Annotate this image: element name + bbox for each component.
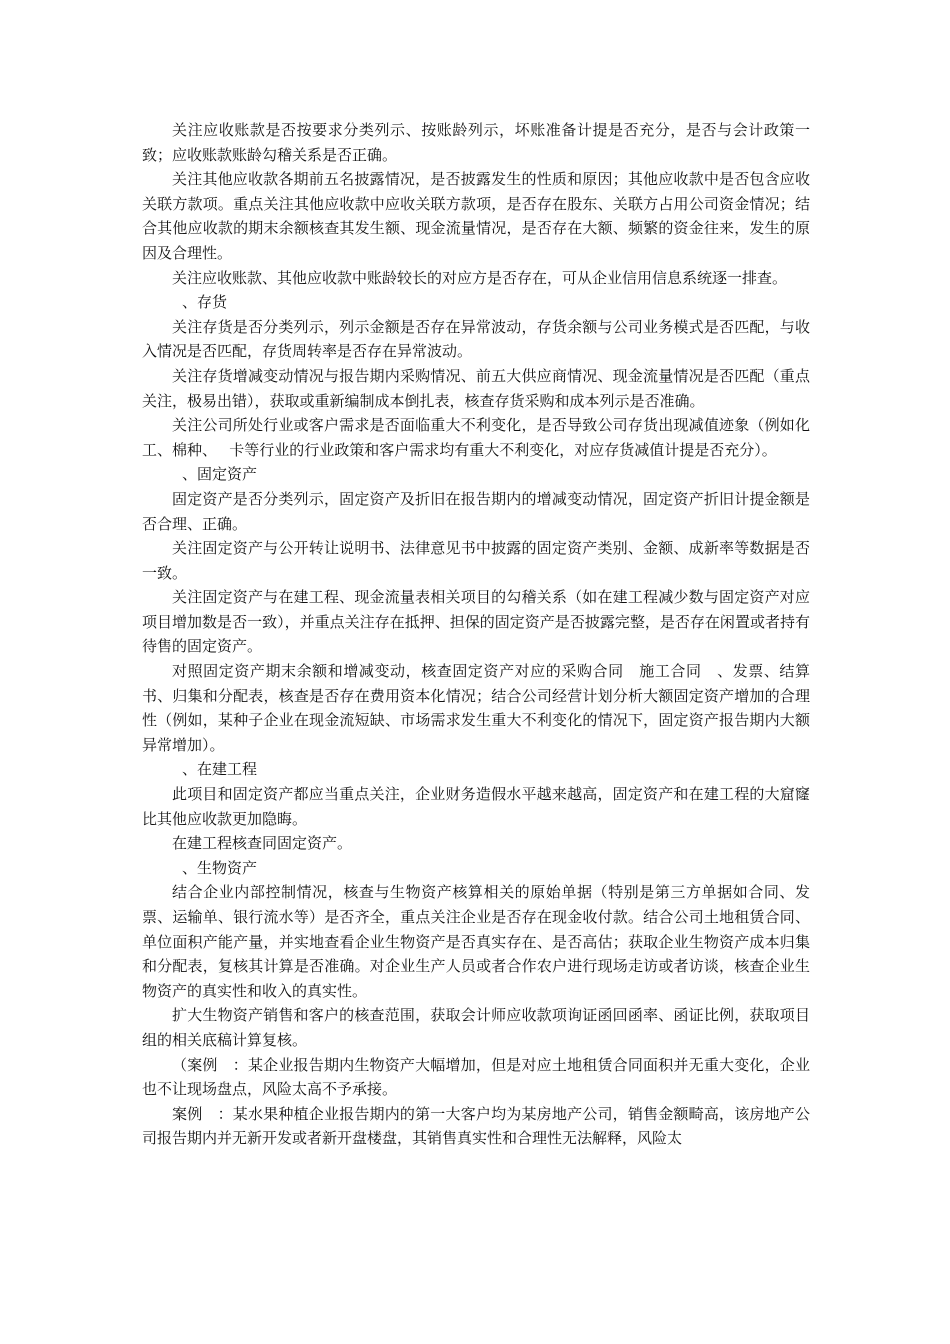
paragraph-inventory-changes: 关注存货增减变动情况与报告期内采购情况、前五大供应商情况、现金流量情况是否匹配（重点关注，极易出错），获取或重新编制成本倒扎表，核查存货采购和成本列示是否准确。 xyxy=(142,366,810,410)
section-heading-inventory: 、存货 xyxy=(182,293,228,312)
section-heading-fixed-assets: 、固定资产 xyxy=(182,465,258,484)
paragraph-fixed-assets-contracts: 对照固定资产期末余额和增减变动，核查固定资产对应的采购合同 施工合同 、发票、结算书、归集和分配表，核查是否存在费用资本化情况；结合公司经营计划分析大额固定资产增加的合理性（例如，某种子企业在现金流短缺、市场需求发生重大不利变化的情况下，固定资产报告期内大额异常增加）。 xyxy=(142,662,810,754)
document-page xyxy=(142,118,810,1151)
paragraph-inventory-impairment: 关注公司所处行业或客户需求是否面临重大不利变化，是否导致公司存货出现减值迹象（例如化工、棉种、 卡等行业的行业政策和客户需求均有重大不利变化，对应存货减值计提是否充分）。 xyxy=(142,416,810,459)
paragraph-construction-focus: 此项目和固定资产都应当重点关注，企业财务造假水平越来越高，固定资产和在建工程的大窟窿比其他应收款更加隐晦。 xyxy=(142,785,810,828)
section-heading-biological-assets: 、生物资产 xyxy=(182,858,258,877)
paragraph-fixed-assets-reconciliation: 关注固定资产与在建工程、现金流量表相关项目的勾稽关系（如在建工程减少数与固定资产对应项目增加数是否一致），并重点关注存在抵押、担保的固定资产是否披露完整，是否存在闲置或者持有待售的固定资产。 xyxy=(142,588,810,656)
paragraph-fixed-assets-classification: 固定资产是否分类列示，固定资产及折旧在报告期内的增减变动情况，固定资产折旧计提金额是否合理、正确。 xyxy=(142,489,810,533)
paragraph-case-one: （案例 ：某企业报告期内生物资产大幅增加，但是对应土地租赁合同面积并无重大变化，企业也不让现场盘点，风险太高不予承接。 xyxy=(142,1055,810,1099)
paragraph-biological-assets-controls: 结合企业内部控制情况，核查与生物资产核算相关的原始单据（特别是第三方单据如合同、发票、运输单、银行流水等）是否齐全，重点关注企业是否存在现金收付款。结合公司土地租赁合同、单位面积产能产量，并实地查看企业生物资产是否真实存在、是否高估；获取企业生物资产成本归集和分配表，复核其计算是否准确。对企业生产人员或者合作农户进行现场走访或者访谈，核查企业生物资产的真实性和收入的真实性。 xyxy=(142,883,810,1000)
paragraph-case-two: 案例 ：某水果种植企业报告期内的第一大客户均为某房地产公司，销售金额畸高，该房地产公司报告期内并无新开发或者新开盘楼盘，其销售真实性和合理性无法解释，风险太 xyxy=(142,1104,810,1148)
paragraph-long-aging-counterparties: 关注应收账款、其他应收款中账龄较长的对应方是否存在，可从企业信用信息系统逐一排查。 xyxy=(172,268,788,287)
paragraph-fixed-assets-consistency: 关注固定资产与公开转让说明书、法律意见书中披露的固定资产类别、金额、成新率等数据是否一致。 xyxy=(142,539,810,582)
paragraph-construction-same-as-fixed: 在建工程核查同固定资产。 xyxy=(172,834,353,853)
paragraph-inventory-classification: 关注存货是否分类列示，列示金额是否存在异常波动，存货余额与公司业务模式是否匹配，与收入情况是否匹配，存货周转率是否存在异常波动。 xyxy=(142,317,810,361)
paragraph-biological-assets-scope: 扩大生物资产销售和客户的核查范围，获取会计师应收款项询证函回函率、函证比例，获取项目组的相关底稿计算复核。 xyxy=(142,1006,810,1049)
paragraph-other-receivables-top5: 关注其他应收款各期前五名披露情况，是否披露发生的性质和原因；其他应收款中是否包含应收关联方款项。重点关注其他应收款中应收关联方款项，是否存在股东、关联方占用公司资金情况；结合其他应收款的期末余额核查其发生额、现金流量情况，是否存在大额、频繁的资金往来，发生的原因及合理性。 xyxy=(142,170,810,262)
paragraph-receivables-classification: 关注应收账款是否按要求分类列示、按账龄列示，坏账准备计提是否充分，是否与会计政策一致；应收账款账龄勾稽关系是否正确。 xyxy=(142,121,810,164)
section-heading-construction-in-progress: 、在建工程 xyxy=(182,760,258,779)
